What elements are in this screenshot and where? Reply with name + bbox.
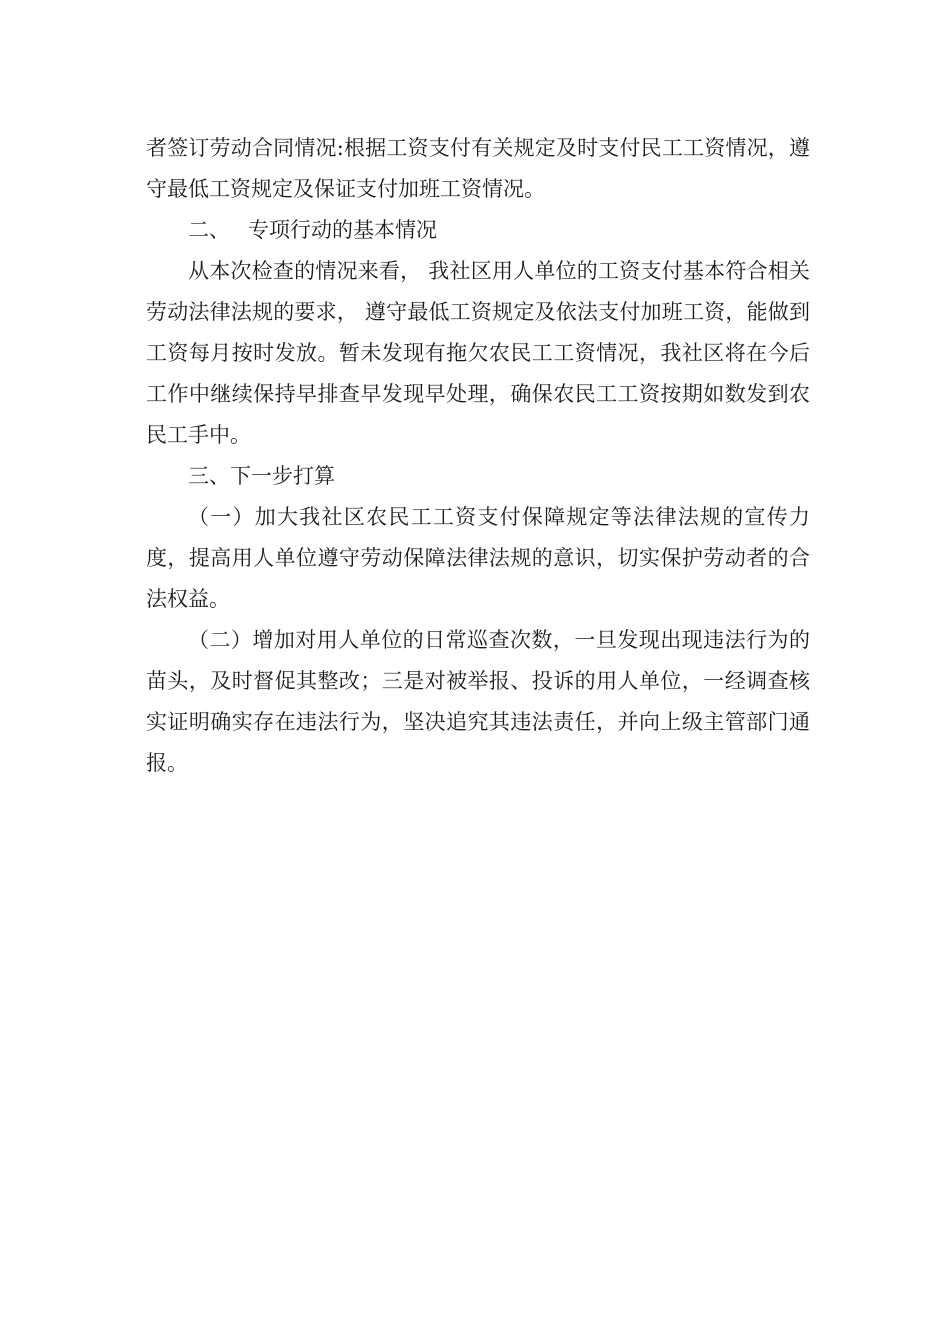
document-body — [146, 128, 810, 784]
paragraph-step-one-publicity: （一）加大我社区农民工工资支付保障规定等法律法规的宣传力度，提高用人单位遵守劳动保障法律法规的意识，切实保护劳动者的合法权益。 — [146, 505, 810, 611]
section-heading-basic-situation — [146, 210, 810, 251]
paragraph-continued-contract-wages: 者签订劳动合同情况:根据工资支付有关规定及时支付民工工资情况，遵守最低工资规定及保证支付加班工资情况。 — [146, 136, 810, 201]
paragraph-inspection-findings: 从本次检查的情况来看， 我社区用人单位的工资支付基本符合相关劳动法律法规的要求， 遵守最低工资规定及依法支付加班工资，能做到工资每月按时发放。暂未发现有拖欠农民工工资情况，我社区将在今后工作中继续保持早排查早发现早处理，确保农民工工资按期如数发到农民工手中。 — [146, 259, 810, 447]
section-heading-next-steps: 三、下一步打算 — [188, 464, 335, 488]
paragraph-step-two-inspection: （二）增加对用人单位的日常巡查次数，一旦发现出现违法行为的苗头，及时督促其整改；三是对被举报、投诉的用人单位，一经调查核实证明确实存在违法行为，坚决追究其违法责任，并向上级主管部门通报。 — [146, 628, 810, 775]
section-title: 专项行动的基本情况 — [248, 218, 437, 242]
section-number: 二、 — [188, 218, 230, 242]
